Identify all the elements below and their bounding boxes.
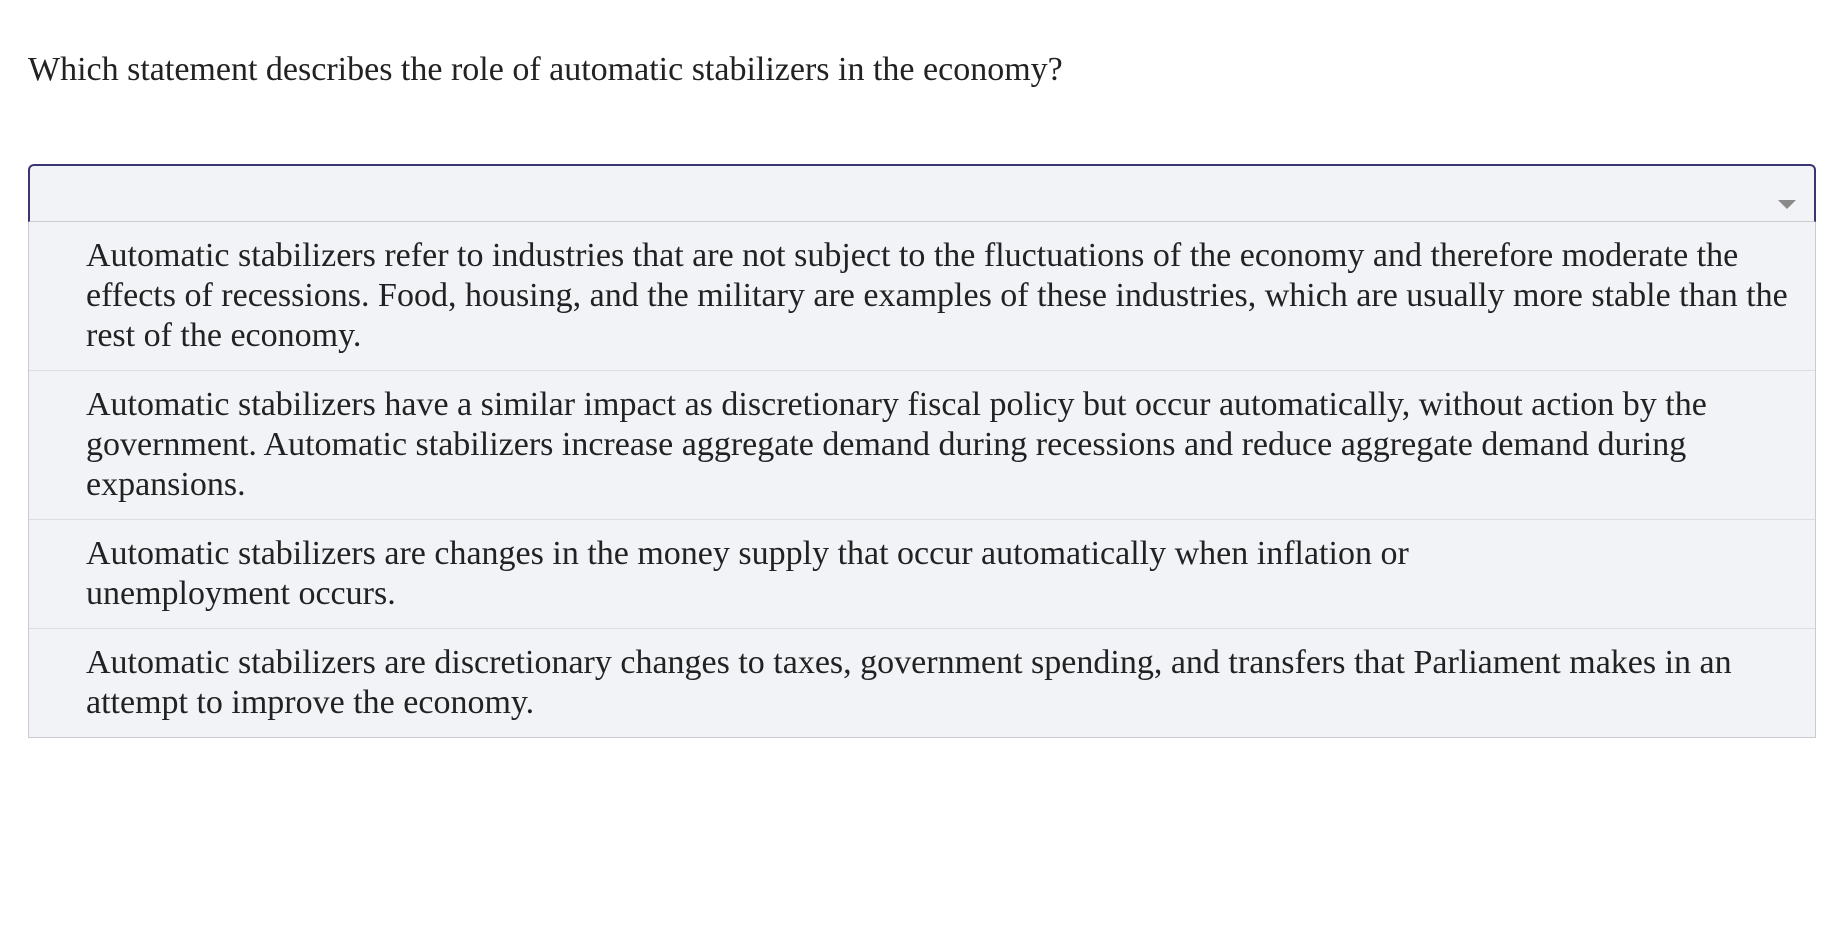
- question-text: Which statement describes the role of automatic stabilizers in the economy?: [28, 51, 1063, 88]
- answer-select[interactable]: [28, 164, 1816, 222]
- answer-dropdown: [28, 164, 1816, 738]
- answer-option-1[interactable]: Automatic stabilizers refer to industries that are not subject to the fluctuations of the economy and therefore moderate the effects of recessions. Food, housing, and the military are examples of these industries, which are usually more stable than the rest of the economy.: [86, 237, 1788, 354]
- answer-options-list: [28, 222, 1816, 738]
- caret-down-icon[interactable]: [1778, 200, 1796, 209]
- answer-option-2[interactable]: Automatic stabilizers have a similar impact as discretionary fiscal policy but occur automatically, without action by the government. Automatic stabilizers increase aggregate demand during recessions and reduce aggregate demand during expansions.: [29, 370, 1815, 519]
- answer-option-4[interactable]: Automatic stabilizers are discretionary changes to taxes, government spending, and transfers that Parliament makes in an attempt to improve the economy.: [29, 628, 1815, 737]
- answer-option-3[interactable]: Automatic stabilizers are changes in the money supply that occur automatically when inflation or unemployment occurs.: [29, 519, 1815, 628]
